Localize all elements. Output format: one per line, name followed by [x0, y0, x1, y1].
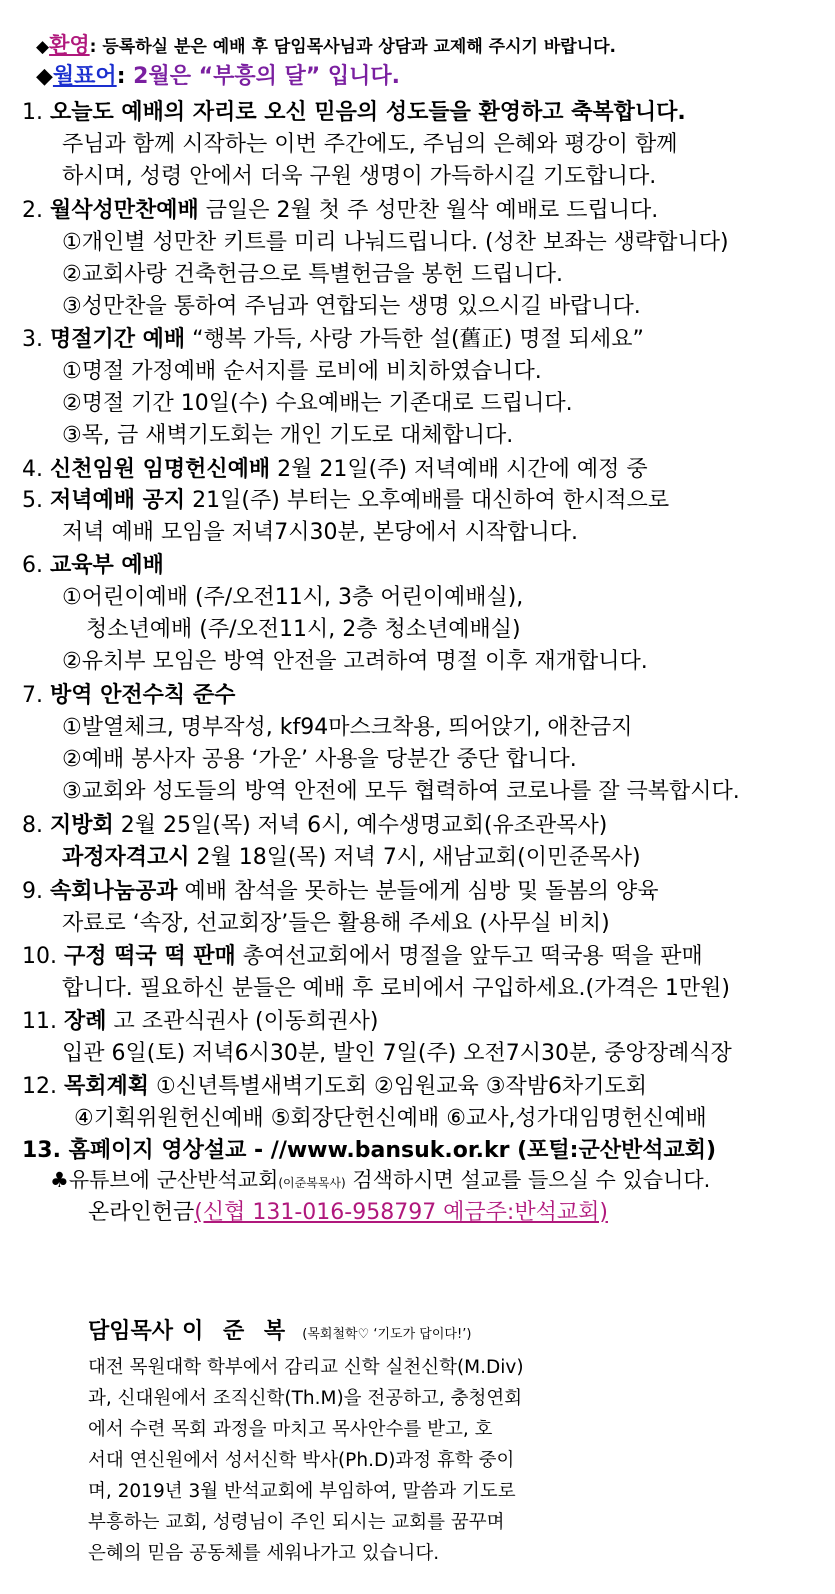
item-6: 6. 교육부 예배 [22, 553, 164, 578]
welcome-title: 환영 [49, 33, 90, 57]
online-offering-line [88, 1198, 608, 1228]
monthly-motto-line: ◆월표어: 2월은 “부흥의 달” 입니다. [36, 64, 400, 89]
pastor-bio-line-5: 며, 2019년 3월 반석교회에 부임하여, 말씀과 기도로 [88, 1481, 516, 1502]
welcome-text: 등록하실 분은 예배 후 담임목사님과 상담과 교제해 주시기 바랍니다. [96, 37, 617, 57]
item-8: 8. 지방회 2월 25일(목) 저녁 6시, 예수생명교회(유조관목사) [22, 813, 608, 838]
pastor-title: 담임목사 [88, 1319, 174, 1344]
pastor-motto: (목회철학♡ ‘기도가 답이다!’) [302, 1327, 472, 1342]
diamond-bullet-icon: ◆ [36, 37, 50, 57]
item-3-line-4: ③목, 금 새벽기도회는 개인 기도로 대체합니다. [62, 423, 514, 448]
item-1-line-3: 하시며, 성령 안에서 더욱 구원 생명이 가득하시길 기도합니다. [62, 164, 657, 189]
item-7-line-4: ③교회와 성도들의 방역 안전에 모두 협력하여 코로나를 잘 극복합시다. [62, 779, 740, 804]
item-10-line-2: 합니다. 필요하신 분들은 예배 후 로비에서 구입하세요.(가격은 1만원) [62, 976, 730, 1001]
item-7-line-2: ①발열체크, 명부작성, kf94마스크착용, 띄어앉기, 애찬금지 [62, 715, 633, 740]
offering-account: (신협 131-016-958797 예금주:반석교회) [194, 1200, 608, 1225]
item-6-line-4: ②유치부 모임은 방역 안전을 고려하여 명절 이후 재개합니다. [62, 649, 648, 674]
offering-label: 온라인헌금 [88, 1200, 195, 1225]
club-icon: ♣ [50, 1168, 69, 1192]
item-2: 2. 월삭성만찬예배 금일은 2월 첫 주 성만찬 월삭 예배로 드립니다. [22, 198, 659, 223]
item-12: 12. 목회계획 ①신년특별새벽기도회 ②임원교육 ③작밤6차기도회 [22, 1074, 647, 1099]
item-4: 4. 신천임원 임명헌신예배 2월 21일(주) 저녁예배 시간에 예정 중 [22, 457, 648, 482]
item-2-line-2: ①개인별 성만찬 키트를 미리 나눠드립니다. (성찬 보좌는 생략합니다) [62, 230, 729, 255]
item-6-line-2: ①어린이예배 (주/오전11시, 3층 어린이예배실), [62, 585, 524, 610]
item-2-line-4: ③성만찬을 통하여 주님과 연합되는 생명 있으시길 바랍니다. [62, 294, 641, 319]
youtube-line: ♣유튜브에 군산반석교회(이준복목사) 검색하시면 설교를 들으실 수 있습니다. [50, 1168, 711, 1192]
item-5: 5. 저녁예배 공지 21일(주) 부터는 오후예배를 대신하여 한시적으로 [22, 488, 670, 513]
item-5-line-2: 저녁 예배 모임을 저녁7시30분, 본당에서 시작합니다. [62, 520, 578, 545]
item-12-line-2: ④기획위원헌신예배 ⑤회장단헌신예배 ⑥교사,성가대임명헌신예배 [74, 1106, 707, 1131]
pastor-bio-line-4: 서대 연신원에서 성서신학 박사(Ph.D)과정 휴학 중이 [88, 1450, 515, 1471]
item-9: 9. 속회나눔공과 예배 참석을 못하는 분들에게 심방 및 돌봄의 양육 [22, 879, 659, 904]
item-8-line-2: 과정자격고시 2월 18일(목) 저녁 7시, 새남교회(이민준목사) [62, 845, 641, 870]
item-11: 11. 장례 고 조관식권사 (이동희권사) [22, 1009, 379, 1034]
pastor-bio-line-3: 에서 수련 목회 과정을 마치고 목사안수를 받고, 호 [88, 1419, 493, 1440]
item-2-line-3: ②교회사랑 건축헌금으로 특별헌금을 봉헌 드립니다. [62, 262, 563, 287]
item-11-line-2: 입관 6일(토) 저녁6시30분, 발인 7일(주) 오전7시30분, 중앙장례식장 [62, 1041, 732, 1066]
welcome-line: ◆환영: 등록하실 분은 예배 후 담임목사님과 상담과 교제해 주시기 바랍니다. [36, 33, 617, 57]
pastor-name: 이 준 복 [182, 1318, 292, 1344]
pastor-header [88, 1314, 471, 1345]
item-3-line-3: ②명절 기간 10일(수) 수요예배는 기존대로 드립니다. [62, 391, 573, 416]
pastor-bio-line-2: 과, 신대원에서 조직신학(Th.M)을 전공하고, 충청연회 [88, 1388, 523, 1409]
item-7: 7. 방역 안전수칙 준수 [22, 683, 236, 708]
item-9-line-2: 자료로 ‘속장, 선교회장’들은 활용해 주세요 (사무실 비치) [62, 911, 610, 936]
monthly-motto-text: 2월은 “부흥의 달” 입니다. [125, 64, 400, 89]
monthly-motto-title: 월표어 [52, 64, 117, 89]
item-7-line-3: ②예배 봉사자 공용 ‘가운’ 사용을 당분간 중단 합니다. [62, 747, 577, 772]
item-6-line-3: 청소년예배 (주/오전11시, 2층 청소년예배실) [86, 617, 521, 642]
item-3-line-2: ①명절 가정예배 순서지를 로비에 비치하였습니다. [62, 359, 542, 384]
pastor-bio-line-6: 부흥하는 교회, 성령님이 주인 되시는 교회를 꿈꾸며 [88, 1512, 505, 1533]
item-13-homepage: 13. 홈페이지 영상설교 - //www.bansuk.or.kr (포털:군산반석교회) [22, 1138, 717, 1163]
pastor-bio-line-1: 대전 목원대학 학부에서 감리교 신학 실천신학(M.Div) [88, 1357, 524, 1378]
item-3: 3. 명절기간 예배 “행복 가득, 사랑 가득한 설(舊正) 명절 되세요” [22, 327, 644, 352]
item-10: 10. 구정 떡국 떡 판매 총여선교회에서 명절을 앞두고 떡국용 떡을 판매 [22, 944, 703, 969]
item-1: 1. 오늘도 예배의 자리로 오신 믿음의 성도들을 환영하고 축복합니다. [22, 100, 686, 125]
pastor-bio-line-7: 은혜의 믿음 공동체를 세워나가고 있습니다. [88, 1543, 440, 1564]
diamond-bullet-icon: ◆ [36, 64, 53, 89]
item-1-line-2: 주님과 함께 시작하는 이번 주간에도, 주님의 은혜와 평강이 함께 [62, 132, 678, 157]
